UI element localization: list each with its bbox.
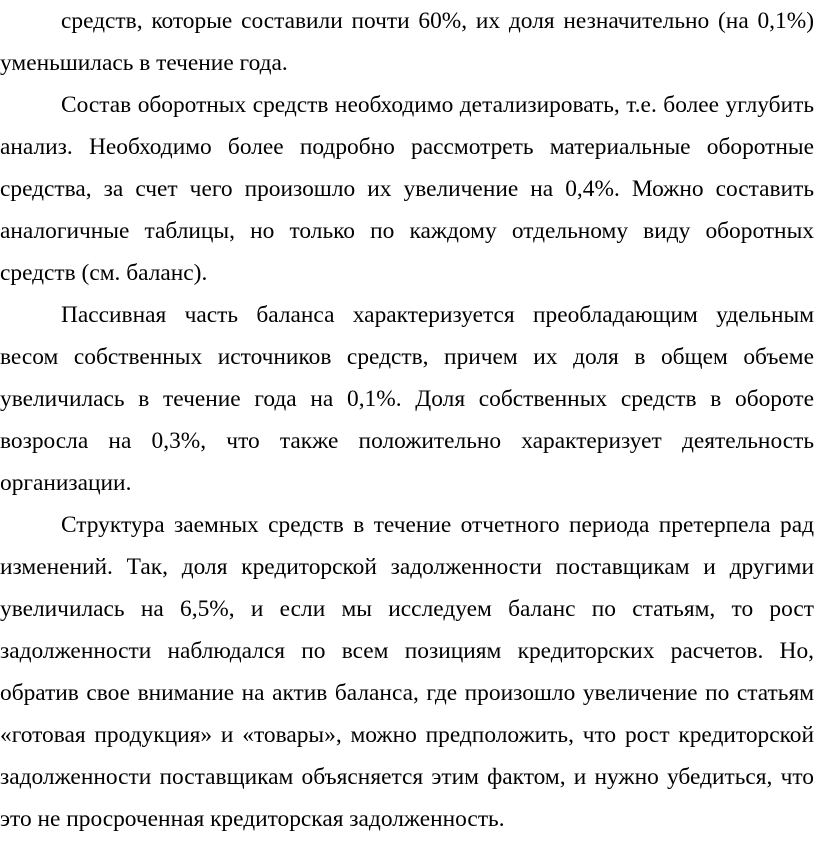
paragraph-3: Пассивная часть баланса характеризуется преобладающим удельным весом собственных источников средств, причем их доля в общем объеме увеличилась в течение года на 0,1%. Доля собственных средств в обороте возросла на 0,3%, что также положительно характеризует деятельность организации. <box>0 302 814 496</box>
paragraph-1: средств, которые составили почти 60%, их доля незначительно (на 0,1%) уменьшилась в течение года. <box>0 8 814 76</box>
paragraph-4: Структура заемных средств в течение отчетного периода претерпела рад изменений. Так, доля кредиторской задолженности поставщикам и другими увеличилась на 6,5%, и если мы исследуем баланс по статьям, то рост задолженности наблюдался по всем позициям кредиторских расчетов. Но, обратив свое внимание на актив баланса, где произошло увеличение по статьям «готовая продукция» и «товары», можно предположить, что рост кредиторской задолженности поставщикам объясняется этим фактом, и нужно убедиться, что это не просроченная кредиторская задолженность. <box>0 512 814 832</box>
paragraph-2: Состав оборотных средств необходимо детализировать, т.е. более углубить анализ. Необходимо более подробно рассмотреть материальные оборотные средства, за счет чего произошло их увеличение на 0,4%. Можно составить аналогичные таблицы, но только по каждому отдельному виду оборотных средств (см. баланс). <box>0 92 814 286</box>
